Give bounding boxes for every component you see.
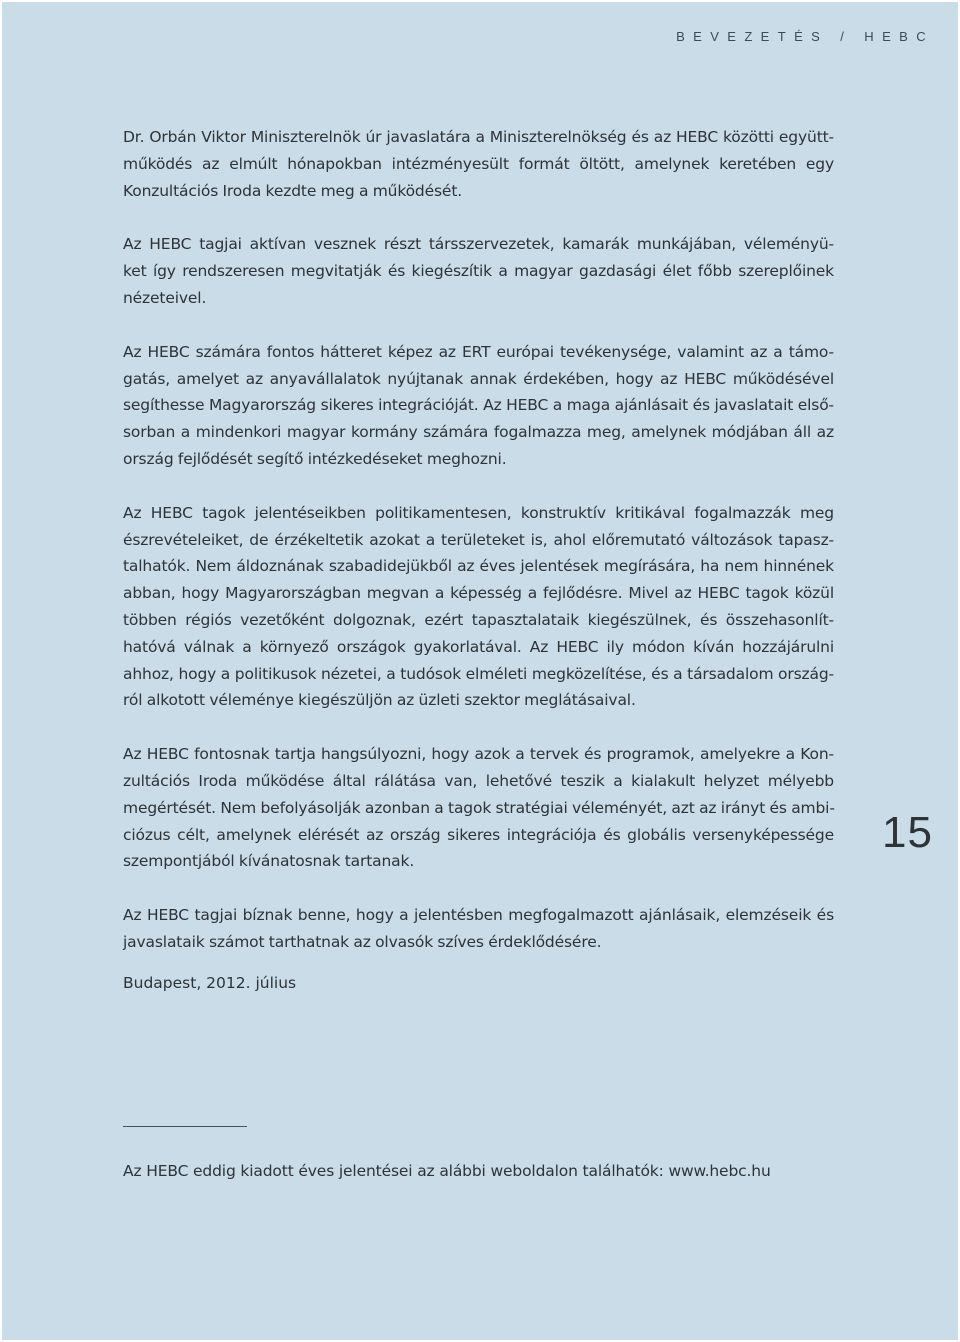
text-line: szempontjából kívánatosnak tartanak. xyxy=(123,852,415,871)
running-header: BEVEZETÉS / HEBC xyxy=(676,29,934,44)
text-line: ahhoz, hogy a politikusok nézetei, a tudósok elméleti megközelítése, és a társadalom ország- xyxy=(123,664,834,683)
text-line: Az HEBC tagjai bíznak benne, hogy a jelentésben megfogalmazott ajánlásaik, elemzéseik és xyxy=(123,906,834,925)
text-line: ket így rendszeresen megvitatják és kiegészítik a magyar gazdasági élet főbb szereplőinek xyxy=(123,262,834,281)
text-line: működés az elmúlt hónapokban intézményesült formát öltött, amelynek keretében egy xyxy=(123,154,834,173)
text-line: sorban a mindenkori magyar kormány számára fogalmazza meg, amelynek módjában áll az xyxy=(123,423,834,442)
paragraph xyxy=(123,124,834,204)
text-line: ról alkotott véleménye kiegészüljön az üzleti szektor meglátásaival. xyxy=(123,691,636,710)
text-line: Az HEBC számára fontos hátteret képez az ERT európai tevékenysége, valamint az a támo- xyxy=(123,342,834,361)
text-line: segíthesse Magyarország sikeres integrációját. Az HEBC a maga ajánlásait és javaslatait első- xyxy=(123,396,834,415)
text-line: Konzultációs Iroda kezdte meg a működését. xyxy=(123,181,463,200)
paragraph xyxy=(123,339,834,473)
text-line: hatóvá válnak a környező országok gyakorlatával. Az HEBC ily módon kíván hozzájárulni xyxy=(123,637,834,656)
document-page xyxy=(2,2,958,1340)
paragraph xyxy=(123,741,834,875)
text-line: Az HEBC tagjai aktívan vesznek részt társszervezetek, kamarák munkájában, véleményü- xyxy=(123,235,834,254)
text-line: többen régiós vezetőként dolgoznak, ezért tapasztalataik kiegészülnek, és összehasonlít- xyxy=(123,610,834,629)
paragraph xyxy=(123,500,834,714)
signoff-date: Budapest, 2012. július xyxy=(123,974,297,992)
text-line: javaslataik számot tarthatnak az olvasók szíves érdeklődésére. xyxy=(123,932,602,951)
text-line: észrevételeiket, de érzékeltetik azokat a területeket is, ahol előremutató változások tapasz- xyxy=(123,530,834,549)
text-line: ország fejlődését segítő intézkedéseket meghozni. xyxy=(123,449,507,468)
text-line: abban, hogy Magyarországban megvan a képesség a fejlődésre. Mivel az HEBC tagok közül xyxy=(123,584,834,603)
page-number: 15 xyxy=(882,808,933,857)
text-line: ciózus célt, amelynek elérését az ország sikeres integrációja és globális versenyképessége xyxy=(123,825,834,844)
paragraph xyxy=(123,902,834,956)
text-line: Dr. Orbán Viktor Miniszterelnök úr javaslatára a Miniszterelnökség és az HEBC közötti együtt- xyxy=(123,128,834,146)
text-line: Az HEBC tagok jelentéseikben politikamentesen, konstruktív kritikával fogalmazzák meg xyxy=(123,503,834,522)
body-text xyxy=(123,124,834,983)
text-line: zultációs Iroda működése által rálátása van, lehetővé teszik a kialakult helyzet mélyebb xyxy=(123,771,834,790)
footnote-divider xyxy=(123,1126,247,1127)
footnote: Az HEBC eddig kiadott éves jelentései az alábbi weboldalon találhatók: www.hebc.hu xyxy=(123,1162,771,1180)
text-line: megértését. Nem befolyásolják azonban a tagok stratégiai véleményét, azt az irányt és ambi- xyxy=(123,798,835,817)
text-line: Az HEBC fontosnak tartja hangsúlyozni, hogy azok a tervek és programok, amelyekre a Kon- xyxy=(123,745,834,764)
text-line: nézeteivel. xyxy=(123,288,207,307)
paragraph xyxy=(123,231,834,311)
text-line: gatás, amelyet az anyavállalatok nyújtanak annak érdekében, hogy az HEBC működésével xyxy=(123,369,834,388)
text-line: talhatók. Nem áldoznának szabadidejükből az éves jelentések megírására, ha nem hinnének xyxy=(123,557,834,576)
